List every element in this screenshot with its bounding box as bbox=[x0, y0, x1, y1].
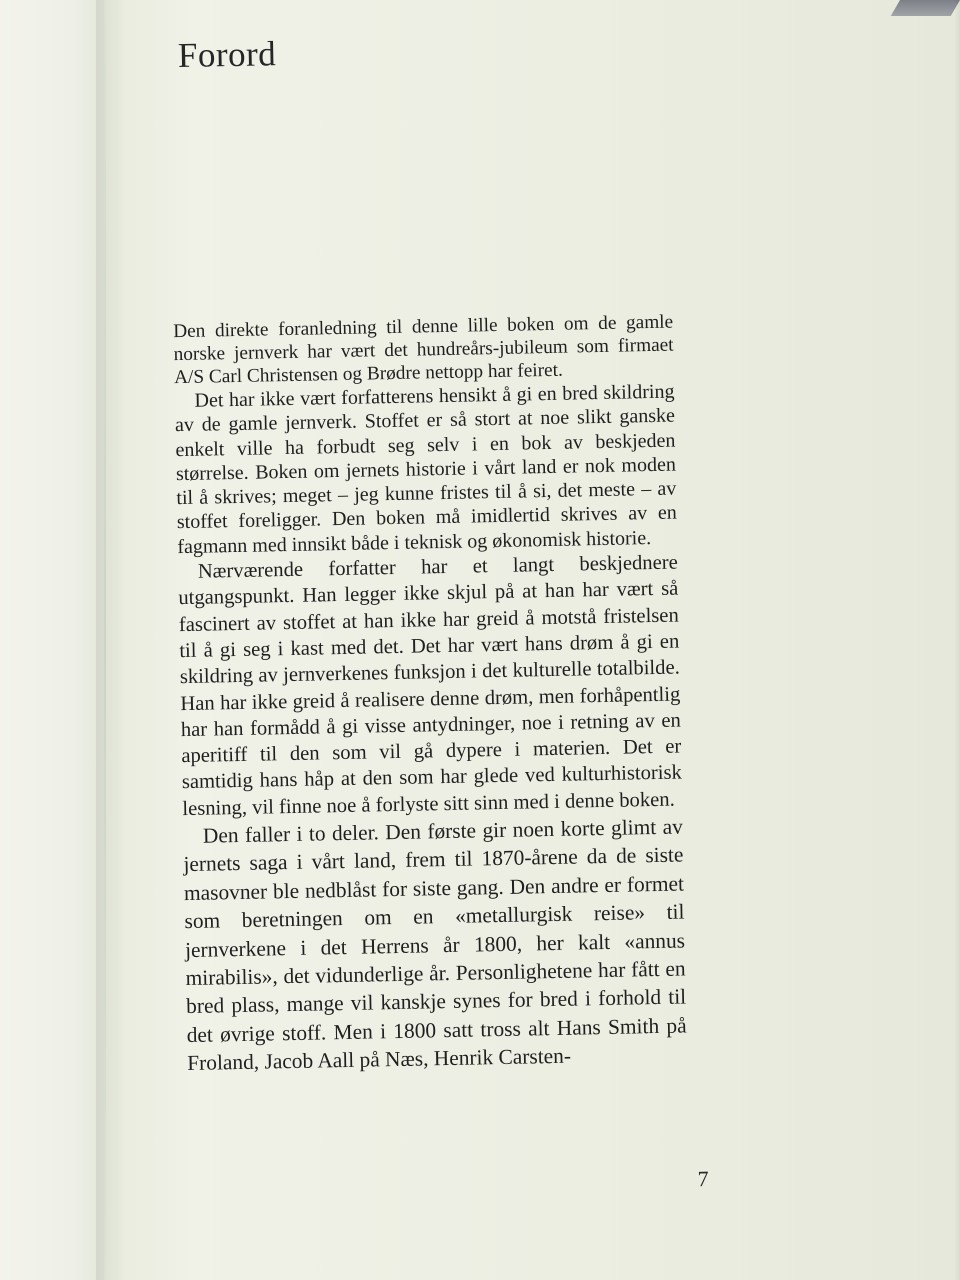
paragraph: Den direkte foranledning til denne lille boken om de gamle norske jernverk har vært det hundreårs-jubileum som firmaet A/S Carl Christensen og Brødre nettopp har feiret. bbox=[173, 311, 674, 389]
page-number: 7 bbox=[697, 1166, 709, 1192]
paragraph: Det har ikke vært forfatterens hensikt å gi en bred skildring av de gamle jernverk. Stoffet er så stort at noe slikt ganske enkelt ville ha forbudt seg selv i en bok av beskjeden størrelse. Boken om jernets historie i vårt land er nok moden til å skrives; meget – jeg kunne fristes til å si, det meste – av stoffet foreligger. Den boken må imidlertid skrives av en fagmann med innsikt både i teknisk og økonomisk historie. bbox=[174, 380, 677, 558]
paragraph: Nærværende forfatter har et langt beskjednere utgangspunkt. Han legger ikke skjul på at han har vært så fascinert av stoffet at han ikke har greid å motstå fristelsen til å gi seg i kast med det. Det har vært hans drøm å gi en skildring av jernverkenes funksjon i det kulturelle totalbilde. Han har ikke greid å realisere denne drøm, men forhåpentlig har han formådd å gi visse antydninger, noe i retning av en aperitiff til den som vil gå dypere i materien. Det er samtidig hans håp at den som har glede ved kulturhistorisk lesning, vil finne noe å forlyste sitt sinn med i denne boken. bbox=[178, 551, 682, 820]
paragraph: Den faller i to deler. Den første gir noen korte glimt av jernets saga i vårt land, frem til 1870-årene da de siste masovner ble nedblåst for siste gang. Den andre er formet som beretningen om en «metallurgisk reise» til jernverkene i det Herrens år 1800, her kalt «annus mirabilis», det vidunderlige år. Personlighetene har fått en bred plass, mange vil kanskje synes for bred i forhold til det øvrige stoff. Men i 1800 satt tross alt Hans Smith på Froland, Jacob Aall på Næs, Henrik Carsten- bbox=[183, 814, 687, 1076]
body-text bbox=[173, 311, 687, 1078]
page-title: Forord bbox=[177, 34, 277, 76]
